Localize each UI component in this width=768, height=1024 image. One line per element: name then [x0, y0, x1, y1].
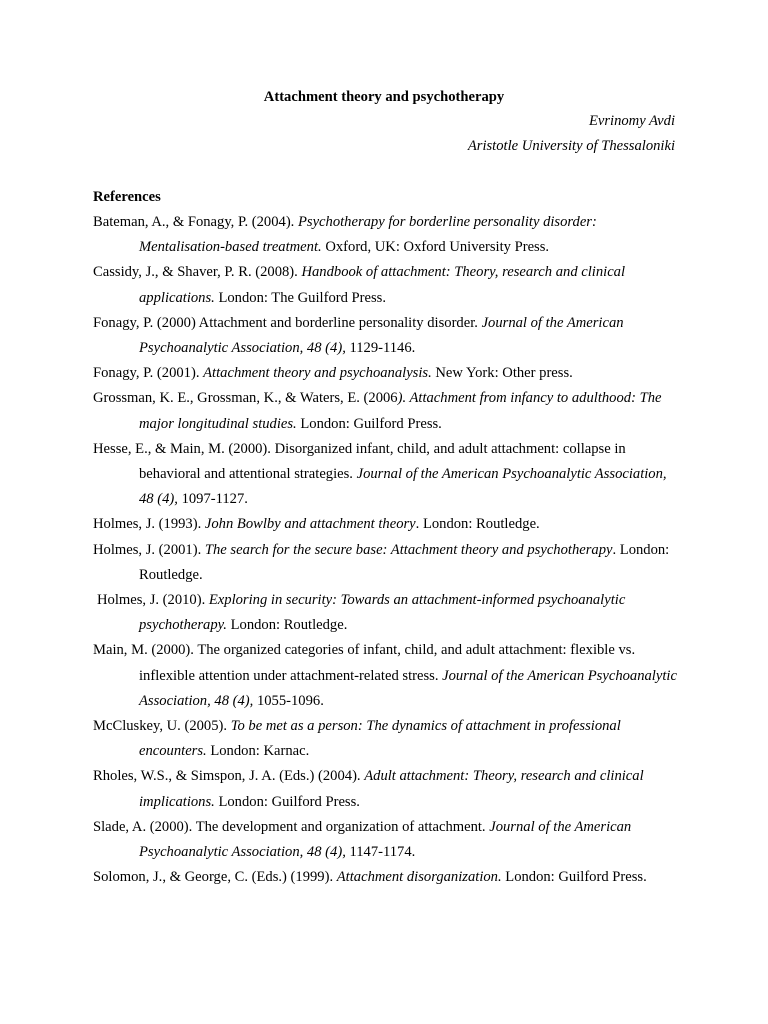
- reference-publisher: 1097-1127.: [177, 491, 248, 508]
- reference-authors-year: Holmes, J. (1993).: [93, 516, 205, 533]
- reference-title: Attachment theory and psychoanalysis.: [203, 365, 432, 382]
- reference-entry: [93, 361, 678, 386]
- reference-entry: [93, 437, 678, 513]
- reference-title: Adult attachment: Theory, research and clinical implications.: [139, 768, 644, 810]
- reference-publisher: 1147-1174.: [345, 844, 416, 861]
- reference-publisher: . London: Routledge.: [415, 516, 540, 533]
- reference-title: Journal of the American Psychoanalytic Association, 48 (4),: [139, 818, 632, 861]
- reference-authors-year: Fonagy, P. (2000) Attachment and borderline personality disorder.: [93, 314, 482, 331]
- reference-entry: [93, 865, 678, 890]
- reference-title: Journal of the American Psychoanalytic Association, 48 (4),: [139, 314, 624, 357]
- reference-title: Psychotherapy for borderline personality disorder: Mentalisation-based treatment.: [139, 214, 597, 256]
- reference-authors-year: Slade, A. (2000). The development and organization of attachment.: [93, 818, 490, 835]
- reference-authors-year: Holmes, J. (2010).: [97, 592, 209, 609]
- reference-publisher: Oxford, UK: Oxford University Press.: [321, 239, 550, 256]
- reference-publisher: . London: Routledge.: [139, 541, 670, 583]
- reference-publisher: London: The Guilford Press.: [214, 289, 387, 306]
- reference-entry: [93, 512, 678, 537]
- reference-authors-year: Cassidy, J., & Shaver, P. R. (2008).: [93, 264, 302, 281]
- reference-publisher: London: Karnac.: [206, 743, 310, 760]
- reference-authors-year: McCluskey, U. (2005).: [93, 718, 231, 735]
- reference-entry: [93, 210, 678, 260]
- reference-authors-year: Main, M. (2000). The organized categories of infant, child, and adult attachment: flexible vs. inflexible attention under attachment-related stress.: [93, 642, 636, 684]
- reference-title: Handbook of attachment: Theory, research and clinical applications.: [139, 264, 626, 306]
- reference-authors-year: Holmes, J. (2001).: [93, 541, 205, 558]
- reference-title: Attachment disorganization.: [336, 869, 502, 886]
- reference-authors-year: Hesse, E., & Main, M. (2000). Disorganized infant, child, and adult attachment: collapse in behavioral and attentional strategies.: [93, 440, 626, 483]
- reference-entry: [93, 638, 678, 714]
- reference-publisher: London: Guilford Press.: [296, 415, 442, 432]
- reference-entry: [93, 588, 678, 638]
- reference-title: Exploring in security: Towards an attachment-informed psychoanalytic psychotherapy.: [139, 592, 626, 634]
- reference-title: Journal of the American Psychoanalytic Association, 48 (4),: [139, 667, 677, 709]
- reference-entry: [93, 538, 678, 588]
- reference-title: To be met as a person: The dynamics of attachment in professional encounters.: [139, 718, 621, 760]
- reference-entry: [93, 714, 678, 764]
- reference-title: Journal of the American Psychoanalytic Association, 48 (4),: [139, 466, 667, 508]
- author-affiliation: Aristotle University of Thessaloniki: [467, 138, 675, 154]
- reference-publisher: London: Routledge.: [226, 617, 348, 634]
- reference-authors-year: Solomon, J., & George, C. (Eds.) (1999).: [93, 869, 337, 886]
- reference-title: The search for the secure base: Attachment theory and psychotherapy: [204, 541, 613, 558]
- reference-authors-year: Fonagy, P. (2001).: [93, 365, 204, 382]
- reference-entry: [93, 815, 678, 865]
- reference-authors-year: Bateman, A., & Fonagy, P. (2004).: [93, 214, 298, 230]
- reference-authors-year: Grossman, K. E., Grossman, K., & Waters, E. (2006: [93, 390, 398, 407]
- reference-publisher: 1129-1146.: [345, 340, 416, 357]
- reference-authors-year: Rholes, W.S., & Simspon, J. A. (Eds.) (2004).: [93, 768, 365, 785]
- reference-publisher: London: Guilford Press.: [501, 869, 647, 886]
- references-heading: References: [93, 189, 161, 205]
- reference-entry: [93, 311, 678, 361]
- reference-publisher: 1055-1096.: [253, 692, 324, 709]
- reference-title: ). Attachment from infancy to adulthood: The major longitudinal studies.: [139, 390, 662, 432]
- reference-entry: [93, 260, 678, 310]
- reference-entry: [93, 386, 678, 436]
- reference-entry: [93, 764, 678, 814]
- reference-publisher: New York: Other press.: [431, 365, 573, 382]
- reference-title: John Bowlby and attachment theory: [204, 516, 416, 533]
- author-name: Evrinomy Avdi: [588, 113, 675, 129]
- reference-publisher: London: Guilford Press.: [214, 793, 360, 810]
- document-title: Attachment theory and psychotherapy: [263, 89, 505, 105]
- references-list: [93, 210, 678, 890]
